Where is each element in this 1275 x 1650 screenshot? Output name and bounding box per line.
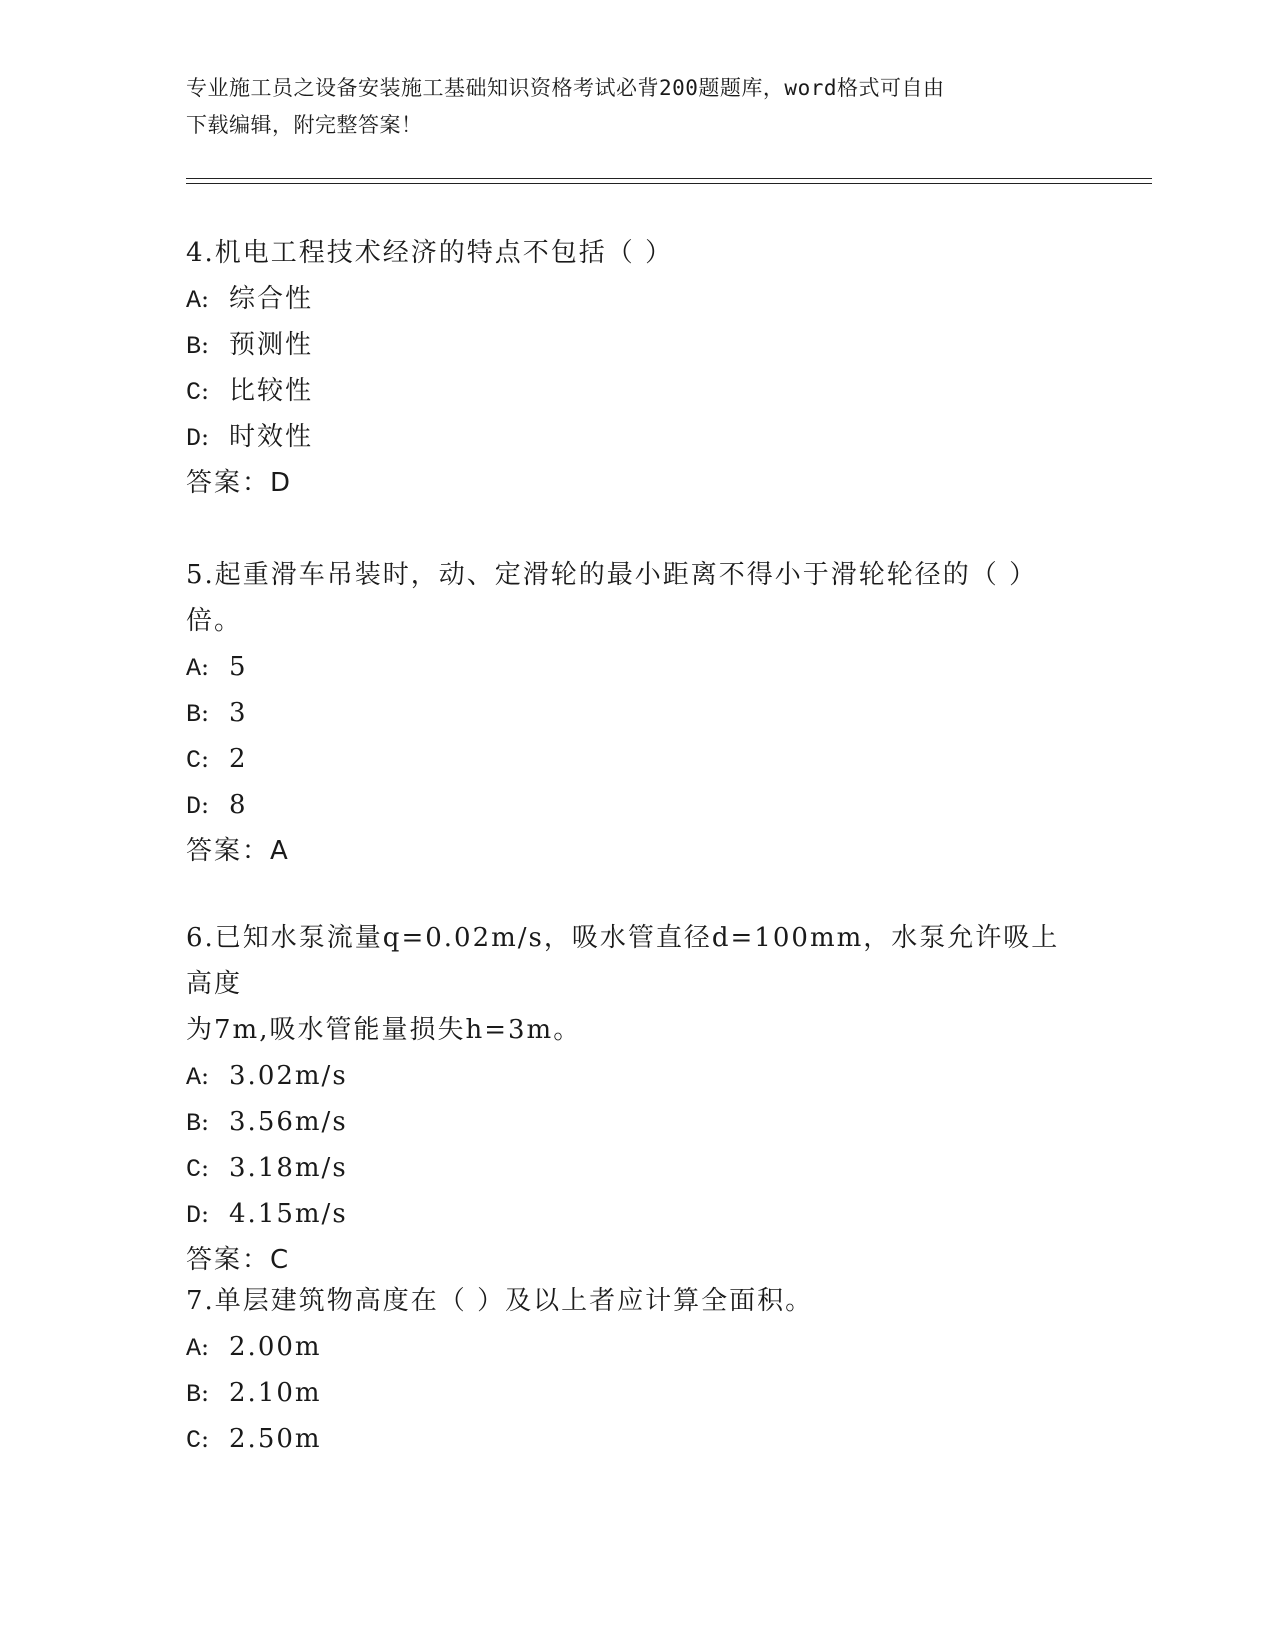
- option-c: C: 比较性: [186, 368, 1086, 414]
- option-b: B: 3: [186, 690, 1086, 736]
- option-d: D: 4.15m/s: [186, 1191, 1086, 1237]
- answer-line: 答案：D: [186, 468, 293, 498]
- answer-line: 答案：C: [186, 1245, 291, 1275]
- question-7: [186, 1278, 1086, 1462]
- option-a: A: 3.02m/s: [186, 1053, 1086, 1099]
- header-line-1: 专业施工员之设备安装施工基础知识资格考试必背200题题库，word格式可自由: [186, 76, 945, 100]
- option-label: D: [186, 792, 202, 821]
- option-a: A: 2.00m: [186, 1324, 1086, 1370]
- question-5: [186, 552, 1086, 874]
- option-label: C: [186, 1155, 202, 1184]
- option-d: D: 8: [186, 782, 1086, 828]
- question-stem-line-2: 为7m,吸水管能量损失h=3m。: [186, 1015, 582, 1045]
- option-b: B: 3.56m/s: [186, 1099, 1086, 1145]
- option-text: 时效性: [229, 422, 314, 452]
- option-text: 2.50m: [229, 1424, 322, 1454]
- option-text: 2: [229, 744, 248, 774]
- option-text: 综合性: [229, 284, 314, 314]
- option-label: A: [186, 286, 202, 315]
- option-c: C: 2: [186, 736, 1086, 782]
- option-label: C: [186, 378, 202, 407]
- option-text: 3: [229, 698, 248, 728]
- question-stem-line-1: 6.已知水泵流量q=0.02m/s，吸水管直径d=100mm，水泵允许吸上高度: [186, 923, 1060, 999]
- option-b: B: 2.10m: [186, 1370, 1086, 1416]
- answer-line: 答案：A: [186, 836, 290, 866]
- option-label: B: [186, 700, 202, 729]
- header-divider-top: [186, 178, 1152, 179]
- option-label: C: [186, 1426, 202, 1455]
- option-text: 3.56m/s: [229, 1107, 348, 1137]
- option-label: A: [186, 1334, 202, 1363]
- question-stem: 4.机电工程技术经济的特点不包括（ ）: [186, 238, 674, 268]
- option-d: D: 时效性: [186, 414, 1086, 460]
- option-text: 3.02m/s: [229, 1061, 348, 1091]
- header-divider-bottom: [186, 183, 1152, 184]
- option-label: D: [186, 424, 202, 453]
- option-label: B: [186, 1380, 202, 1409]
- option-label: D: [186, 1201, 202, 1230]
- option-c: C: 3.18m/s: [186, 1145, 1086, 1191]
- option-text: 预测性: [229, 330, 314, 360]
- option-text: 2.00m: [229, 1332, 322, 1362]
- option-label: B: [186, 1109, 202, 1138]
- option-text: 5: [229, 652, 248, 682]
- option-text: 4.15m/s: [229, 1199, 348, 1229]
- option-b: B: 预测性: [186, 322, 1086, 368]
- option-a: A: 综合性: [186, 276, 1086, 322]
- option-label: A: [186, 654, 202, 683]
- option-label: B: [186, 332, 202, 361]
- option-text: 2.10m: [229, 1378, 322, 1408]
- option-label: C: [186, 746, 202, 775]
- option-label: A: [186, 1063, 202, 1092]
- document-header: [186, 70, 1066, 144]
- question-stem-line-1: 5.起重滑车吊装时，动、定滑轮的最小距离不得小于滑轮轮径的（ ）: [186, 560, 1038, 590]
- option-c: C: 2.50m: [186, 1416, 1086, 1462]
- question-stem: 7.单层建筑物高度在（ ）及以上者应计算全面积。: [186, 1286, 814, 1316]
- option-text: 8: [229, 790, 248, 820]
- option-text: 3.18m/s: [229, 1153, 348, 1183]
- header-line-2: 下载编辑，附完整答案！: [186, 113, 423, 137]
- question-stem-line-2: 倍。: [186, 606, 243, 636]
- option-a: A: 5: [186, 644, 1086, 690]
- question-4: [186, 230, 1086, 506]
- question-6: [186, 915, 1086, 1283]
- option-text: 比较性: [229, 376, 314, 406]
